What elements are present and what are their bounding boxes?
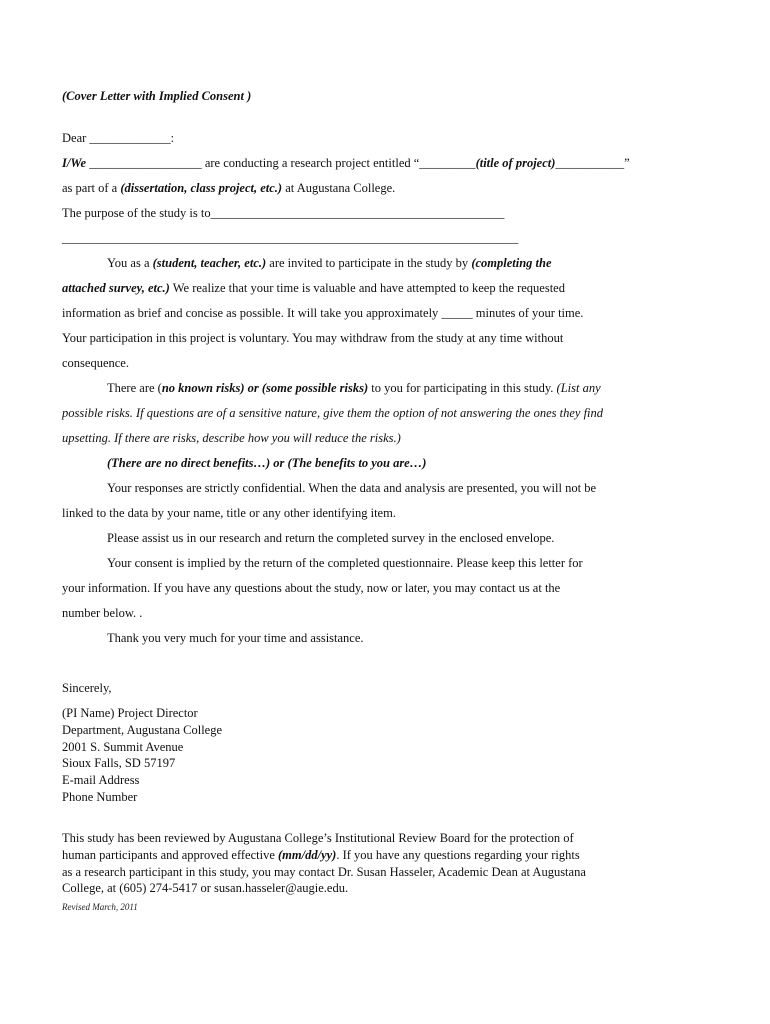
risks-line-2: possible risks. If questions are of a sensitive nature, give them the option of not answering the ones they find xyxy=(62,406,604,420)
confidential-line-1: Your responses are strictly confidential. When the data and analysis are presented, you will not be xyxy=(107,481,596,495)
risks-line-1 xyxy=(107,380,601,396)
signature-email: E-mail Address xyxy=(62,773,140,787)
irb-line-4: College, at (605) 274-5417 or susan.hasseler@augie.edu. xyxy=(62,881,349,895)
revised-note: Revised March, 2011 xyxy=(62,902,138,912)
closing: Sincerely, xyxy=(62,681,112,695)
risks-text: There are ( xyxy=(107,381,162,395)
consent-line-2: your information. If you have any questions about the study, now or later, you may contact us at the xyxy=(62,581,561,595)
irb-text: human participants and approved effective xyxy=(62,848,279,862)
approval-date-placeholder: (mm/dd/yy) xyxy=(278,848,337,862)
intro-subject: I/We xyxy=(62,156,87,170)
invite-line-4: Your participation in this project is voluntary. You may withdraw from the study at any time without xyxy=(62,331,564,345)
confidential-line-2: linked to the data by your name, title or any other identifying item. xyxy=(62,506,396,520)
signature-street: 2001 S. Summit Avenue xyxy=(62,740,184,754)
participation-method-placeholder-cont: attached survey, etc.) xyxy=(62,281,170,295)
signature-pi-name: (PI Name) Project Director xyxy=(62,706,198,720)
risks-placeholder: no known risks) or (some possible risks) xyxy=(161,381,369,395)
invite-line-1 xyxy=(107,255,552,271)
consent-line-1: Your consent is implied by the return of the completed questionnaire. Please keep this letter for xyxy=(107,556,583,570)
purpose-blank-line: _________________________________________________________________________ xyxy=(62,231,519,245)
intro-text: as part of a xyxy=(62,181,121,195)
invite-line-5: consequence. xyxy=(62,356,129,370)
project-title-placeholder: (title of project) xyxy=(475,156,556,170)
irb-line-3: as a research participant in this study, you may contact Dr. Susan Hasseler, Academic Dean at Augustana xyxy=(62,865,586,879)
salutation: Dear _____________: xyxy=(62,131,175,145)
intro-text: at Augustana College. xyxy=(282,181,396,195)
invite-line-3: information as brief and concise as possible. It will take you approximately _____ minutes of your time. xyxy=(62,306,584,320)
irb-line-2 xyxy=(62,847,580,863)
invite-text: You as a xyxy=(107,256,153,270)
irb-text: . If you have any questions regarding your rights xyxy=(336,848,580,862)
signature-city: Sioux Falls, SD 57197 xyxy=(62,756,176,770)
irb-line-1: This study has been reviewed by Augustana College’s Institutional Review Board for the protection of xyxy=(62,831,574,845)
benefits-line: (There are no direct benefits…) or (The benefits to you are…) xyxy=(107,456,427,470)
letter-heading: (Cover Letter with Implied Consent ) xyxy=(62,89,252,103)
intro-blank-1: __________________ are conducting a research project entitled “_________ xyxy=(86,156,476,170)
participant-role-placeholder: (student, teacher, etc.) xyxy=(152,256,267,270)
invite-line-2 xyxy=(62,280,565,296)
assist-line: Please assist us in our research and return the completed survey in the enclosed envelope. xyxy=(107,531,555,545)
invite-text: are invited to participate in the study by xyxy=(266,256,472,270)
thanks-line: Thank you very much for your time and assistance. xyxy=(107,631,364,645)
risks-instruction: (List any xyxy=(556,381,601,395)
signature-department: Department, Augustana College xyxy=(62,723,223,737)
consent-line-3: number below. . xyxy=(62,606,143,620)
risks-text: to you for participating in this study. xyxy=(368,381,557,395)
participation-method-placeholder: (completing the xyxy=(471,256,552,270)
intro-blank-2: ___________” xyxy=(555,156,630,170)
intro-line-1 xyxy=(62,155,630,171)
purpose-line: The purpose of the study is to_______________________________________________ xyxy=(62,206,505,220)
project-type-placeholder: (dissertation, class project, etc.) xyxy=(120,181,283,195)
intro-line-2 xyxy=(62,180,395,196)
invite-text: We realize that your time is valuable and have attempted to keep the requested xyxy=(169,281,565,295)
risks-line-3: upsetting. If there are risks, describe how you will reduce the risks.) xyxy=(62,431,401,445)
signature-phone: Phone Number xyxy=(62,790,138,804)
